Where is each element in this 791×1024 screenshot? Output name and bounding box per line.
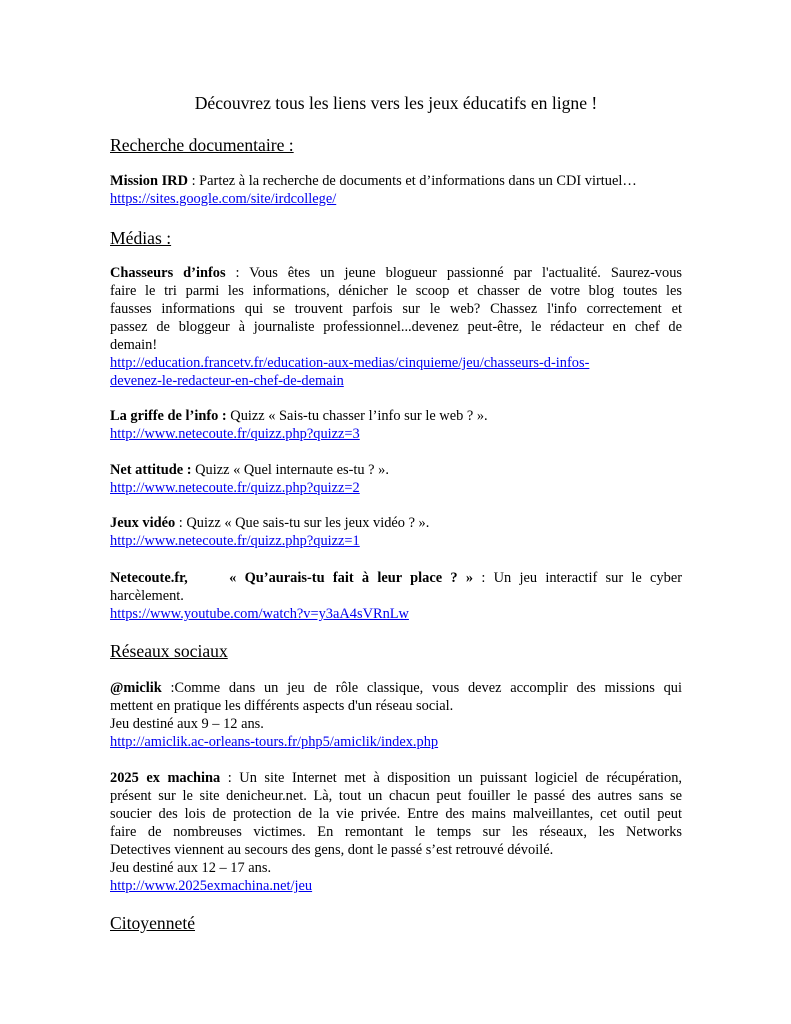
link-griffe-info[interactable]: http://www.netecoute.fr/quizz.php?quizz=3 bbox=[110, 426, 360, 442]
link-netecoute-youtube[interactable]: https://www.youtube.com/watch?v=y3aA4sVRnLw bbox=[110, 606, 409, 622]
entry-age-range: Jeu destiné aux 12 – 17 ans. bbox=[110, 860, 272, 876]
heading-reseaux-sociaux: Réseaux sociaux bbox=[110, 641, 228, 661]
entry-description-line: présent sur le site denicheur.net. Là, tout un chacun peut fouiller le passé des autres sans se bbox=[110, 788, 682, 804]
entry-title: @miclik bbox=[110, 680, 162, 696]
entry-title: 2025 ex machina bbox=[110, 770, 221, 786]
entry-description-line: harcèlement. bbox=[110, 588, 184, 604]
entry-description-line: faire de nombreuses victimes. En remontant le temps sur les réseaux, les Networks bbox=[110, 824, 682, 840]
entry-description: : Quizz « Que sais-tu sur les jeux vidéo ? ». bbox=[175, 515, 430, 531]
entry-mission-ird bbox=[110, 172, 682, 208]
link-chasseurs-infos-part1[interactable]: http://education.francetv.fr/education-aux-medias/cinquieme/jeu/chasseurs-d-infos- bbox=[110, 355, 590, 371]
entry-title: La griffe de l’info : bbox=[110, 408, 227, 424]
entry-description-line: : Un site Internet met à disposition un puissant logiciel de récupération, bbox=[220, 770, 682, 786]
entry-chasseurs-infos bbox=[110, 264, 682, 390]
entry-description-line: : Un jeu interactif sur le cyber bbox=[473, 570, 683, 586]
link-chasseurs-infos-part2[interactable]: devenez-le-redacteur-en-chef-de-demain bbox=[110, 373, 344, 389]
entry-title: Jeux vidéo bbox=[110, 515, 176, 531]
entry-netecoute bbox=[110, 569, 682, 623]
entry-title: Mission IRD bbox=[110, 173, 188, 189]
entry-net-attitude bbox=[110, 461, 682, 497]
entry-description-line: faire le tri parmi les informations, dénicher le scoop et chasser de votre blog toutes les bbox=[110, 283, 682, 299]
link-net-attitude[interactable]: http://www.netecoute.fr/quizz.php?quizz=2 bbox=[110, 480, 360, 496]
link-amiclik[interactable]: http://amiclik.ac-orleans-tours.fr/php5/amiclik/index.php bbox=[110, 734, 439, 750]
link-2025-ex-machina[interactable]: http://www.2025exmachina.net/jeu bbox=[110, 878, 313, 894]
entry-description: Quizz « Sais-tu chasser l’info sur le web ? ». bbox=[226, 408, 488, 424]
entry-2025-ex-machina bbox=[110, 769, 682, 895]
entry-title: Chasseurs d’infos bbox=[110, 265, 226, 281]
entry-description-line: passez de bloggeur à journaliste professionnel...devenez peut-être, le rédacteur en chef de bbox=[110, 319, 682, 335]
heading-citoyennete: Citoyenneté bbox=[110, 913, 196, 933]
link-mission-ird[interactable]: https://sites.google.com/site/irdcollege/ bbox=[110, 191, 337, 207]
entry-description: Quizz « Quel internaute es-tu ? ». bbox=[191, 462, 389, 478]
entry-miclik bbox=[110, 679, 682, 751]
entry-description-line: Detectives viennent au secours des gens, dont le passé s’est retrouvé dévoilé. bbox=[110, 842, 554, 858]
entry-description-line: mettent en pratique les différents aspects d'un réseau social. bbox=[110, 698, 454, 714]
entry-title: Net attitude : bbox=[110, 462, 192, 478]
entry-description-line: :Comme dans un jeu de rôle classique, vous devez accomplir des missions qui bbox=[161, 680, 682, 696]
entry-description-line: soucier des lois de protection de la vie privée. Entre des mains malveillantes, cet outil peut bbox=[110, 806, 682, 822]
entry-jeux-video bbox=[110, 514, 682, 550]
page-title: Découvrez tous les liens vers les jeux éducatifs en ligne ! bbox=[194, 93, 598, 113]
entry-title: Netecoute.fr, « Qu’aurais-tu fait à leur place ? » bbox=[110, 570, 474, 586]
entry-description-line: demain! bbox=[110, 337, 158, 353]
heading-recherche-documentaire: Recherche documentaire : bbox=[110, 135, 294, 155]
entry-description: : Partez à la recherche de documents et d’informations dans un CDI virtuel… bbox=[187, 173, 637, 189]
entry-griffe-info bbox=[110, 407, 682, 443]
entry-description-line: : Vous êtes un jeune blogueur passionné par l'actualité. Saurez-vous bbox=[225, 265, 682, 281]
entry-description-line: fausses informations qui se trouvent parfois sur le web? Chassez l'info correctement et bbox=[110, 301, 682, 317]
entry-age-range: Jeu destiné aux 9 – 12 ans. bbox=[110, 716, 264, 732]
link-jeux-video[interactable]: http://www.netecoute.fr/quizz.php?quizz=1 bbox=[110, 533, 360, 549]
heading-medias: Médias : bbox=[110, 228, 172, 248]
